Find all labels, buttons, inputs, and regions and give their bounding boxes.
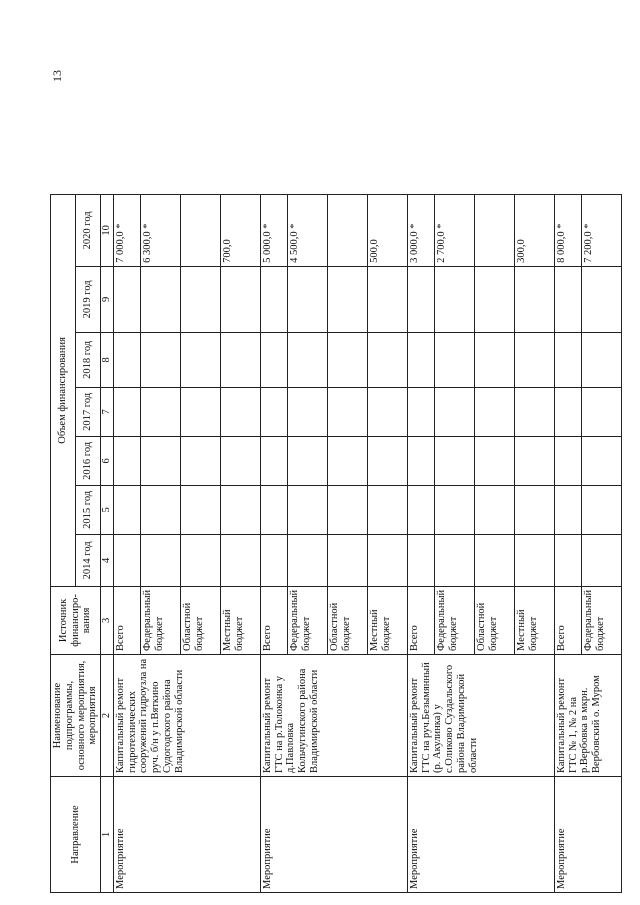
year-2020-value xyxy=(180,194,220,266)
year-value-cell xyxy=(220,436,260,485)
year-header: 2019 год xyxy=(76,266,101,332)
year-2020-value xyxy=(474,194,514,266)
year-value-cell xyxy=(367,266,407,332)
source-cell: Местный бюджет xyxy=(514,586,554,654)
column-number: 9 xyxy=(101,266,114,332)
year-value-cell xyxy=(260,485,287,534)
year-value-cell xyxy=(113,534,140,586)
year-value-cell xyxy=(474,266,514,332)
year-value-cell xyxy=(113,266,140,332)
source-cell: Всего xyxy=(407,586,434,654)
direction-cell: Мероприятие xyxy=(407,777,554,893)
column-number: 2 xyxy=(101,655,114,777)
year-value-cell xyxy=(180,436,220,485)
year-value-cell xyxy=(140,436,180,485)
year-value-cell xyxy=(367,387,407,436)
year-value-cell xyxy=(514,436,554,485)
column-number: 5 xyxy=(101,485,114,534)
year-value-cell xyxy=(581,332,621,387)
year-value-cell xyxy=(180,332,220,387)
year-value-cell xyxy=(180,266,220,332)
year-value-cell xyxy=(367,332,407,387)
year-value-cell xyxy=(554,436,581,485)
year-value-cell xyxy=(287,534,327,586)
source-cell: Федеральный бюджет xyxy=(140,586,180,654)
year-value-cell xyxy=(514,332,554,387)
direction-cell: Мероприятие xyxy=(554,777,621,893)
column-number: 8 xyxy=(101,332,114,387)
year-2020-value: 7 000,0 * xyxy=(113,194,140,266)
year-value-cell xyxy=(327,436,367,485)
header-source: Источник финансиро-вания xyxy=(51,586,101,654)
year-value-cell xyxy=(367,485,407,534)
source-cell: Всего xyxy=(260,586,287,654)
year-value-cell xyxy=(514,266,554,332)
year-value-cell xyxy=(514,387,554,436)
year-2020-value: 6 300,0 * xyxy=(140,194,180,266)
year-header: 2018 год xyxy=(76,332,101,387)
source-cell: Областной бюджет xyxy=(474,586,514,654)
year-value-cell xyxy=(287,266,327,332)
year-value-cell xyxy=(113,387,140,436)
year-value-cell xyxy=(407,387,434,436)
year-value-cell xyxy=(367,436,407,485)
year-value-cell xyxy=(434,266,474,332)
source-cell: Всего xyxy=(113,586,140,654)
year-value-cell xyxy=(220,485,260,534)
year-value-cell xyxy=(581,485,621,534)
year-value-cell xyxy=(287,485,327,534)
year-value-cell xyxy=(140,485,180,534)
year-value-cell xyxy=(581,436,621,485)
year-value-cell xyxy=(554,387,581,436)
year-value-cell xyxy=(220,332,260,387)
table-body xyxy=(113,194,621,892)
year-value-cell xyxy=(407,485,434,534)
year-header: 2014 год xyxy=(76,534,101,586)
year-value-cell xyxy=(434,387,474,436)
year-value-cell xyxy=(327,534,367,586)
year-2020-value: 7 200,0 * xyxy=(581,194,621,266)
source-cell: Местный бюджет xyxy=(367,586,407,654)
year-header: 2015 год xyxy=(76,485,101,534)
year-value-cell xyxy=(514,485,554,534)
event-name-cell: Капитальный ремонт ГТС на р.Толоконка у д.Павловка Кольчугинского района Владимирской области xyxy=(260,655,407,777)
year-2020-value: 2 700,0 * xyxy=(434,194,474,266)
year-value-cell xyxy=(474,332,514,387)
year-value-cell xyxy=(260,266,287,332)
column-number-row xyxy=(101,194,114,892)
year-value-cell xyxy=(140,387,180,436)
year-value-cell xyxy=(260,436,287,485)
year-value-cell xyxy=(287,332,327,387)
year-value-cell xyxy=(220,266,260,332)
year-value-cell xyxy=(581,534,621,586)
year-value-cell xyxy=(113,332,140,387)
year-2020-value: 3 000,0 * xyxy=(407,194,434,266)
year-value-cell xyxy=(407,332,434,387)
year-value-cell xyxy=(554,534,581,586)
year-value-cell xyxy=(140,266,180,332)
event-name-cell: Капитальный ремонт ГТС на руч.Безымянный (р. Акулинка) у с.Оликово Суздальского района Владимирской области xyxy=(407,655,554,777)
year-value-cell xyxy=(327,387,367,436)
table-row xyxy=(554,194,581,892)
year-value-cell xyxy=(407,266,434,332)
year-value-cell xyxy=(434,485,474,534)
year-value-cell xyxy=(367,534,407,586)
year-header: 2017 год xyxy=(76,387,101,436)
header-name: Наименование подпрограммы, основного мероприятия, мероприятия xyxy=(51,655,101,777)
year-value-cell xyxy=(260,387,287,436)
year-value-cell xyxy=(474,436,514,485)
year-value-cell xyxy=(554,485,581,534)
year-2020-value: 700,0 xyxy=(220,194,260,266)
year-value-cell xyxy=(434,332,474,387)
year-value-cell xyxy=(180,485,220,534)
column-number: 3 xyxy=(101,586,114,654)
year-value-cell xyxy=(581,387,621,436)
year-header: 2020 год xyxy=(76,194,101,266)
direction-cell: Мероприятие xyxy=(113,777,260,893)
year-value-cell xyxy=(554,266,581,332)
year-2020-value: 4 500,0 * xyxy=(287,194,327,266)
year-value-cell xyxy=(407,534,434,586)
year-value-cell xyxy=(327,266,367,332)
source-cell: Местный бюджет xyxy=(220,586,260,654)
header-direction: Направление xyxy=(51,777,101,893)
year-value-cell xyxy=(434,436,474,485)
year-2020-value xyxy=(327,194,367,266)
year-value-cell xyxy=(260,332,287,387)
year-value-cell xyxy=(287,436,327,485)
financing-table xyxy=(50,194,622,893)
column-number: 7 xyxy=(101,387,114,436)
year-value-cell xyxy=(113,436,140,485)
year-value-cell xyxy=(327,332,367,387)
column-number: 1 xyxy=(101,777,114,893)
table-row xyxy=(113,194,140,892)
source-cell: Всего xyxy=(554,586,581,654)
column-number: 4 xyxy=(101,534,114,586)
source-cell: Федеральный бюджет xyxy=(581,586,621,654)
year-value-cell xyxy=(474,485,514,534)
year-value-cell xyxy=(287,387,327,436)
year-value-cell xyxy=(581,266,621,332)
year-value-cell xyxy=(113,485,140,534)
table-row xyxy=(260,194,287,892)
header-volume: Объем финансирования xyxy=(51,194,76,586)
year-value-cell xyxy=(554,332,581,387)
source-cell: Областной бюджет xyxy=(180,586,220,654)
year-value-cell xyxy=(407,436,434,485)
table-row xyxy=(407,194,434,892)
year-value-cell xyxy=(327,485,367,534)
year-2020-value: 5 000,0 * xyxy=(260,194,287,266)
year-2020-value: 300,0 xyxy=(514,194,554,266)
column-number: 10 xyxy=(101,194,114,266)
year-value-cell xyxy=(140,534,180,586)
year-2020-value: 8 000,0 * xyxy=(554,194,581,266)
year-value-cell xyxy=(514,534,554,586)
year-header: 2016 год xyxy=(76,436,101,485)
year-value-cell xyxy=(220,534,260,586)
year-value-cell xyxy=(474,387,514,436)
source-cell: Областной бюджет xyxy=(327,586,367,654)
year-value-cell xyxy=(140,332,180,387)
year-value-cell xyxy=(180,387,220,436)
direction-cell: Мероприятие xyxy=(260,777,407,893)
year-value-cell xyxy=(180,534,220,586)
page-number: 13 xyxy=(50,70,64,82)
year-value-cell xyxy=(220,387,260,436)
event-name-cell: Капитальный ремонт гидротехнических сооружений гидроузла на руч. б/н у п.Вяткино Судогодского района Владимирской области xyxy=(113,655,260,777)
source-cell: Федеральный бюджет xyxy=(287,586,327,654)
year-value-cell xyxy=(474,534,514,586)
year-value-cell xyxy=(434,534,474,586)
source-cell: Федеральный бюджет xyxy=(434,586,474,654)
year-value-cell xyxy=(260,534,287,586)
column-number: 6 xyxy=(101,436,114,485)
event-name-cell: Капитальный ремонт ГТС № 1, № 2 на р.Вербовка в мкрн. Вербовский о. Муром xyxy=(554,655,621,777)
year-2020-value: 500,0 xyxy=(367,194,407,266)
